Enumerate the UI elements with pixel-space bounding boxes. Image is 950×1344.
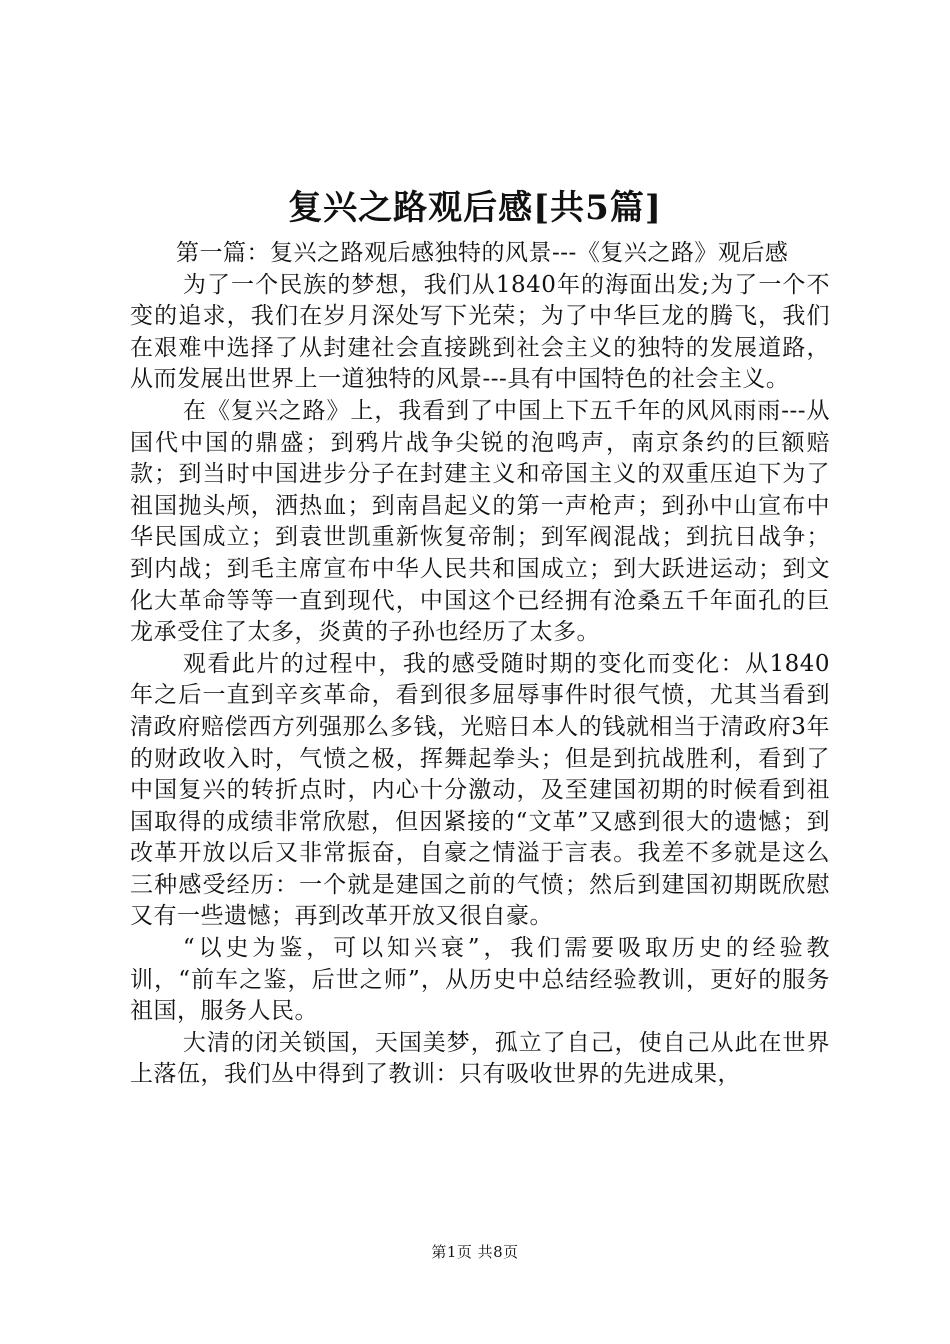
document-body	[130, 238, 830, 1091]
paragraph: 在《复兴之路》上，我看到了中国上下五千年的风风雨雨---从国代中国的鼎盛；到鸦片战争尖锐的泡鸣声，南京条约的巨额赔款；到当时中国进步分子在封建主义和帝国主义的双重压迫下为了祖国抛头颅，洒热血；到南昌起义的第一声枪声；到孙中山宣布中华民国成立；到袁世凯重新恢复帝制；到军阀混战；到抗日战争；到内战；到毛主席宣布中华人民共和国成立；到大跃进运动；到文化大革命等等一直到现代，中国这个已经拥有沧桑五千年面孔的巨龙承受住了太多，炎黄的子孙也经历了太多。	[130, 397, 830, 646]
page-number-footer: 第1页 共8页	[431, 1243, 519, 1261]
section-heading: 第一篇：复兴之路观后感独特的风景---《复兴之路》观后感	[176, 240, 789, 266]
paragraph: “以史为鉴，可以知兴衰”，我们需要吸取历史的经验教训，“前车之鉴，后世之师”，从历史中总结经验教训，更好的服务祖国，服务人民。	[130, 935, 830, 1025]
document-title: 复兴之路观后感[共5篇]	[288, 188, 662, 228]
paragraph: 大清的闭关锁国，天国美梦，孤立了自己，使自己从此在世界上落伍，我们丛中得到了教训：只有吸收世界的先进成果，	[130, 1029, 830, 1088]
paragraph: 观看此片的过程中，我的感受随时期的变化而变化：从1840年之后一直到辛亥革命，看到很多屈辱事件时很气愤，尤其当看到清政府赔偿西方列强那么多钱，光赔日本人的钱就相当于清政府3年的财政收入时，气愤之极，挥舞起拳头；但是到抗战胜利，看到了中国复兴的转折点时，内心十分激动，及至建国初期的时候看到祖国取得的成绩非常欣慰，但因紧接的“文革”又感到很大的遗憾；到改革开放以后又非常振奋，自豪之情溢于言表。我差不多就是这么三种感受经历：一个就是建国之前的气愤；然后到建国初期既欣慰又有一些遗憾；再到改革开放又很自豪。	[130, 650, 830, 930]
paragraph: 为了一个民族的梦想，我们从1840年的海面出发;为了一个不变的追求，我们在岁月深处写下光荣；为了中华巨龙的腾飞，我们在艰难中选择了从封建社会直接跳到社会主义的独特的发展道路，从而发展出世界上一道独特的风景---具有中国特色的社会主义。	[130, 271, 830, 393]
